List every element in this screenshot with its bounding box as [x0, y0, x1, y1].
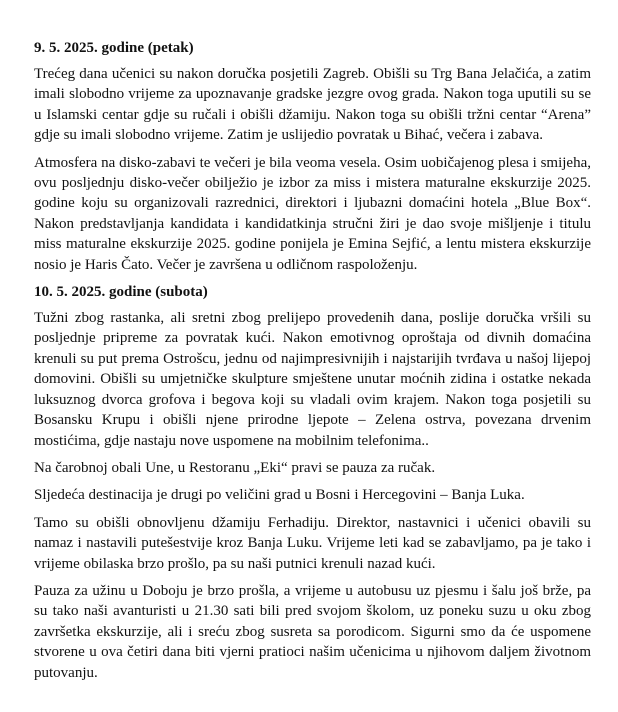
paragraph: Trećeg dana učenici su nakon doručka posjetili Zagreb. Obišli su Trg Bana Jelačića, a zatim imali slobodno vrijeme za upoznavanje gradske jezgre ovog grada. Nakon toga uputili su se u Islamski centar gdje su ručali i obišli džamiju. Nakon toga su obišli tržni centar “Arena” gdje su imali slobodno vrijeme. Zatim je uslijedio povratak u Bihać, večera i zabava. — [34, 66, 591, 144]
paragraph: Na čarobnoj obali Une, u Restoranu „Eki“ pravi se pauza za ručak. — [34, 459, 436, 476]
paragraph: Sljedeća destinacija je drugi po veličini grad u Bosni i Hercegovini – Banja Luka. — [34, 487, 525, 504]
section-heading: 9. 5. 2025. godine (petak) — [34, 40, 194, 56]
paragraph: Atmosfera na disko-zabavi te večeri je bila veoma vesela. Osim uobičajenog plesa i smijeha, ovu posljednju disko-večer obilježio je izbor za miss i mistera maturalne ekskurzije 2025. godine koju su organizovali razrednici, direktori i ljubazni domaćini hotela „Blue Box“. Nakon predstavljanja kandidata i kandidatkinja stručni žiri je dao svoje mišljenje i titulu miss maturalne ekskurzije 2025. godine ponijela je Emina Sejfić, a lentu mistera ekskurzije nosio je Haris Čato. Večer je završena u odličnom raspoloženju. — [34, 154, 591, 273]
section-heading: 10. 5. 2025. godine (subota) — [34, 284, 208, 301]
section-day-10 — [34, 282, 591, 683]
paragraph: Tamo su obišli obnovljenu džamiju Ferhadiju. Direktor, nastavnici i učenici obavili su namaz i nastavili putešestvije kroz Banja Luku. Vrijeme leti kad se zabavljamo, pa je tako i vrijeme obilaska brzo prošlo, pa su naši putnici krenuli nazad kući. — [34, 514, 591, 572]
paragraph: Tužni zbog rastanka, ali sretni zbog prelijepo provedenih dana, poslije doručka vršili su posljednje pripreme za povratak kući. Nakon emotivnog oproštaja od divnih domaćina krenuli su put prema Ostrošcu, jednu od najimpresivnijih i najstarijih tvrđava u našoj lijepoj domovini. Obišli su umjetničke skulpture smještene unutar moćnih zidina i ostatke nekada luksuznog dvorca grofova i begova koji su vladali ovim krajem. Nakon toga posjetili su Bosansku Krupu i obišli njene prirodne ljepote – Zelena ostrva, povezana drvenim mostićima, gdje nastaju nove uspomene na mobilnim telefonima.. — [34, 310, 591, 449]
paragraph: Pauza za užinu u Doboju je brzo prošla, a vrijeme u autobusu uz pjesmu i šalu još brže, pa su tako naši avanturisti u 21.30 sati bili pred svojom školom, uz poneku suzu u oku zbog završetka ekskurzije, ali i sreću zbog susreta sa porodicom. Sigurni smo da će uspomene stvorene u ova četiri dana biti vjerni pratioci našim učenicima u njihovom daljem životnom putovanju. — [34, 582, 591, 681]
section-day-9 — [34, 38, 591, 275]
